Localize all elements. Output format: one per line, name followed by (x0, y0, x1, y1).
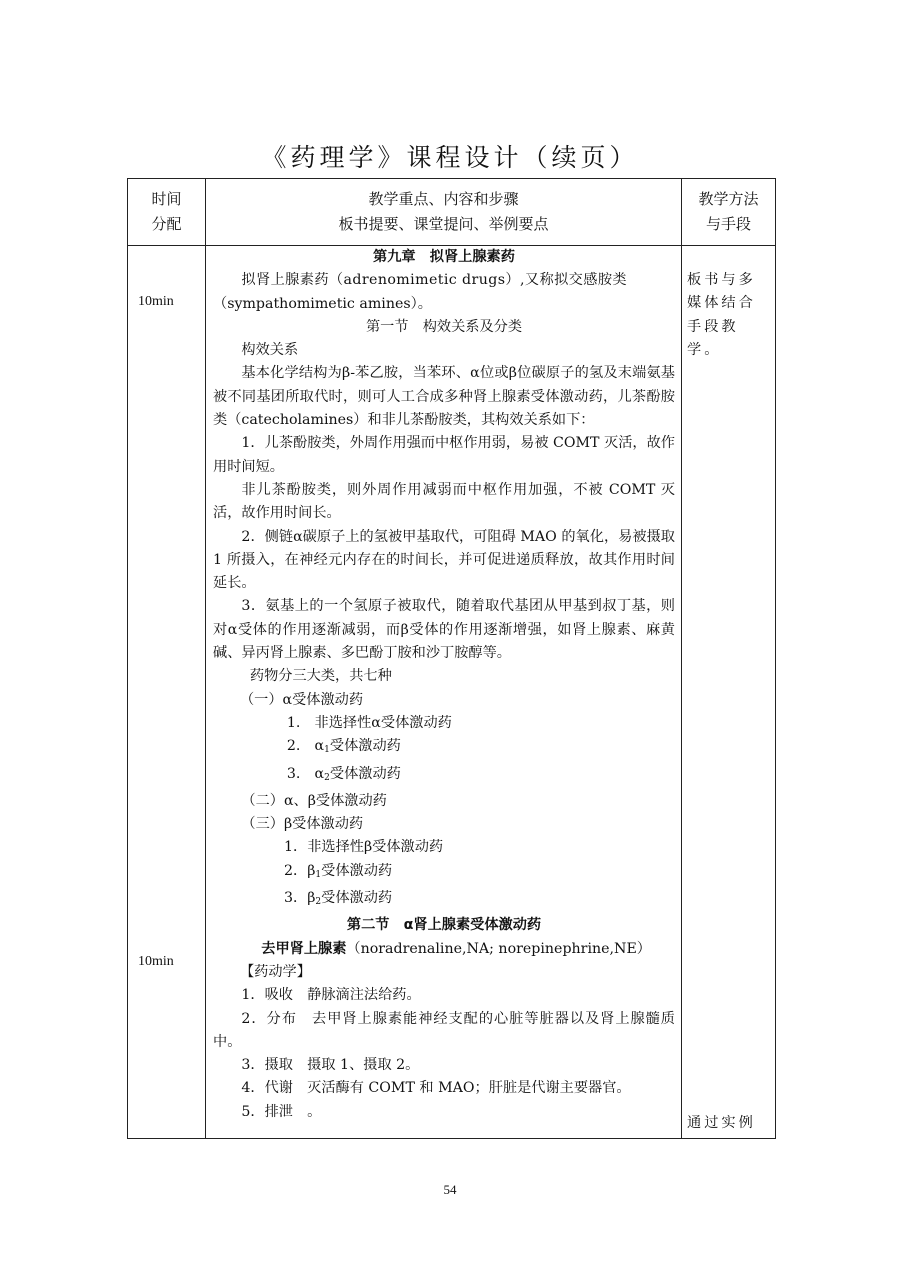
subscript: 2 (324, 772, 330, 783)
drug-heading (213, 938, 675, 961)
list-item-text: 受体激动药 (321, 890, 393, 907)
table-header-row (128, 179, 776, 246)
page-number: 54 (443, 1182, 457, 1197)
list-item-text: 3．β (284, 890, 316, 907)
section-heading: 第一节 构效关系及分类 (365, 318, 523, 335)
paragraph: 2．侧链α碳原子上的氢被甲基取代，可阻碍 MAO 的氧化，易被摄取 1 所摄入，在神经元内存在的时间长，并可促进递质释放，故其作用时间延长。 (213, 528, 675, 592)
subheading: 构效关系 (241, 342, 299, 359)
list-item: 1．非选择性β受体激动药 (284, 839, 444, 856)
list-item: 5．排泄 。 (241, 1103, 322, 1120)
table-body-row (128, 246, 776, 1139)
subscript: 2 (315, 897, 322, 908)
header-time (128, 179, 206, 246)
subscript: 1 (324, 745, 330, 756)
header-method-line2: 与手段 (705, 215, 751, 233)
list-item: （一）α受体激动药 (239, 691, 364, 708)
header-time-line1: 时间 (151, 190, 182, 208)
list-item: （三）β受体激动药 (241, 816, 364, 833)
list-item-text: 受体激动药 (329, 765, 401, 782)
lesson-content (206, 246, 682, 1139)
header-method-line1: 教学方法 (698, 190, 759, 208)
paragraph: 3．氨基上的一个氢原子被取代，随着取代基团从甲基到叔丁基，则对α受体的作用逐渐减弱，而β受体的作用逐渐增强，如肾上腺素、麻黄碱、异丙肾上腺素、多巴酚丁胺和沙丁胺醇等。 (213, 598, 675, 662)
drug-name: 去甲肾上腺素 (261, 940, 347, 957)
method-text: 板书与多媒体结合手段教学。 (687, 272, 756, 358)
list-item-text: 受体激动药 (329, 738, 401, 755)
list-item (213, 860, 675, 887)
list-item-text: 2. α (286, 738, 325, 755)
time-allocation: 10min (138, 294, 174, 309)
list-item (213, 887, 675, 914)
list-item (213, 735, 675, 762)
paragraph: 非儿茶酚胺类，则外周作用减弱而中枢作用加强，不被 COMT 灭活，故作用时间长。 (213, 481, 675, 522)
list-item-text: 受体激动药 (321, 862, 393, 879)
header-content-line1: 教学重点、内容和步骤 (368, 190, 519, 208)
list-item-text: 2．β (284, 862, 316, 879)
drug-alias: （noradrenaline,NA; norepinephrine,NE） (346, 940, 651, 957)
subscript: 1 (315, 869, 322, 880)
header-content (206, 179, 682, 246)
method-text: 通过实例 (687, 1115, 756, 1131)
list-item: 1．吸收 静脉滴注法给药。 (241, 987, 421, 1004)
section-heading: 第二节 α肾上腺素受体激动药 (346, 917, 542, 934)
list-item (213, 763, 675, 790)
time-allocation: 10min (138, 954, 174, 969)
intro-line: （sympathomimetic amines）。 (213, 295, 432, 312)
list-item: （二）α、β受体激动药 (241, 792, 387, 809)
subheading: 药物分三大类，共七种 (249, 668, 392, 685)
paragraph: 1．儿茶酚胺类，外周作用强而中枢作用弱，易被 COMT 灭活，故作用时间短。 (213, 435, 675, 475)
subheading: 【药动学】 (239, 963, 311, 980)
time-column (128, 246, 206, 1139)
list-item: 1. 非选择性α受体激动药 (286, 714, 452, 731)
header-time-line2: 分配 (151, 215, 182, 233)
list-item: 3．摄取 摄取 1、摄取 2。 (241, 1057, 420, 1074)
paragraph: 基本化学结构为β-苯乙胺，当苯环、α位或β位碳原子的氢及末端氨基被不同基团所取代时，则可人工合成多种肾上腺素受体激动药，儿茶酚胺类（catecholamines）和非儿茶酚胺类，其构效关系如下： (213, 365, 675, 429)
list-item-text: 3. α (286, 765, 325, 782)
header-content-line2: 板书提要、课堂提问、举例要点 (338, 215, 549, 233)
chapter-heading: 第九章 拟肾上腺素药 (373, 249, 515, 265)
course-design-table (127, 178, 776, 1139)
header-method (682, 179, 776, 246)
list-item: 2．分布 去甲肾上腺素能神经支配的心脏等脏器以及肾上腺髓质中。 (213, 1010, 675, 1050)
list-item: 4．代谢 灭活酶有 COMT 和 MAO；肝脏是代谢主要器官。 (241, 1080, 631, 1097)
method-column (682, 246, 776, 1139)
page-title: 《药理学》课程设计（续页） (261, 143, 639, 172)
intro-line: 拟肾上腺素药（adrenomimetic drugs）,又称拟交感胺类 (241, 272, 628, 289)
